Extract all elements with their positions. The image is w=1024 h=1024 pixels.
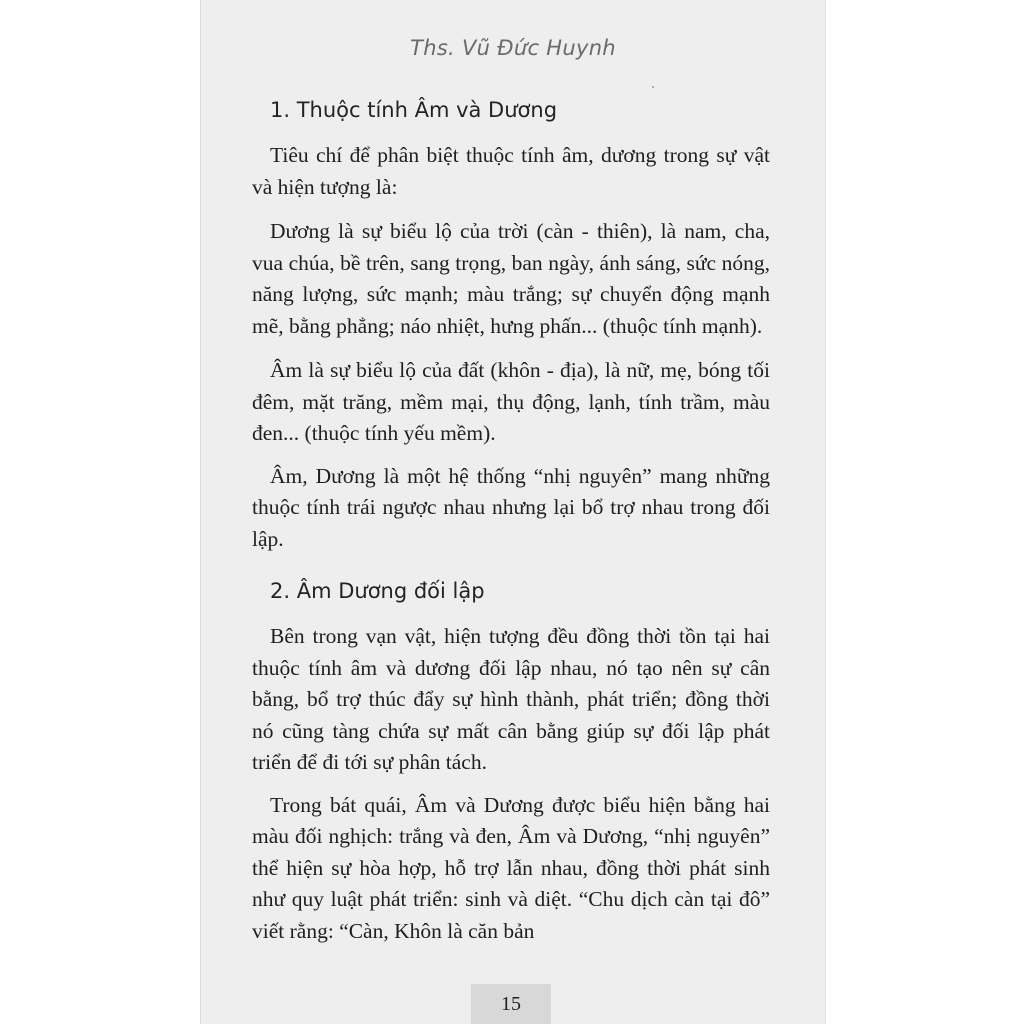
book-page xyxy=(200,0,826,1024)
section-heading-1: 1. Thuộc tính Âm và Dương xyxy=(270,98,558,122)
paragraph: Âm là sự biểu lộ của đất (khôn - địa), là nữ, mẹ, bóng tối đêm, mặt trăng, mềm mại, thụ động, lạnh, tính trầm, màu đen... (thuộc tính yếu mềm). xyxy=(252,358,770,445)
section-heading-2: 2. Âm Dương đối lập xyxy=(270,579,485,603)
paragraph: Âm, Dương là một hệ thống “nhị nguyên” mang những thuộc tính trái ngược nhau nhưng lại bổ trợ nhau trong đối lập. xyxy=(252,463,770,551)
page-number: 15 xyxy=(471,984,551,1024)
running-header-author: Ths. Vũ Đức Huynh xyxy=(410,36,616,60)
paragraph: Tiêu chí để phân biệt thuộc tính âm, dương trong sự vật và hiện tượng là: xyxy=(252,143,770,199)
page-body xyxy=(252,94,770,947)
paragraph: Dương là sự biểu lộ của trời (càn - thiên), là nam, cha, vua chúa, bề trên, sang trọng, ban ngày, ánh sáng, sức nóng, năng lượng, sức mạnh; màu trắng; sự chuyển động mạnh mẽ, bằng phẳng; náo nhiệt, hưng phấn... (thuộc tính mạnh). xyxy=(252,219,770,338)
paragraph: Bên trong vạn vật, hiện tượng đều đồng thời tồn tại hai thuộc tính âm và dương đối lập nhau, nó tạo nên sự cân bằng, bổ trợ thúc đẩy sự hình thành, phát triển; đồng thời nó cũng tàng chứa sự mất cân bằng giúp sự đối lập phát triển để đi tới sự phân tách. xyxy=(252,624,770,774)
speck xyxy=(652,86,654,88)
paragraph: Trong bát quái, Âm và Dương được biểu hiện bằng hai màu đối nghịch: trắng và đen, Âm và Dương, “nhị nguyên” thể hiện sự hòa hợp, hỗ trợ lẫn nhau, đồng thời phát sinh như quy luật phát triển: sinh và diệt. “Chu dịch càn tại đô” viết rằng: “Càn, Khôn là căn bản xyxy=(252,792,770,943)
